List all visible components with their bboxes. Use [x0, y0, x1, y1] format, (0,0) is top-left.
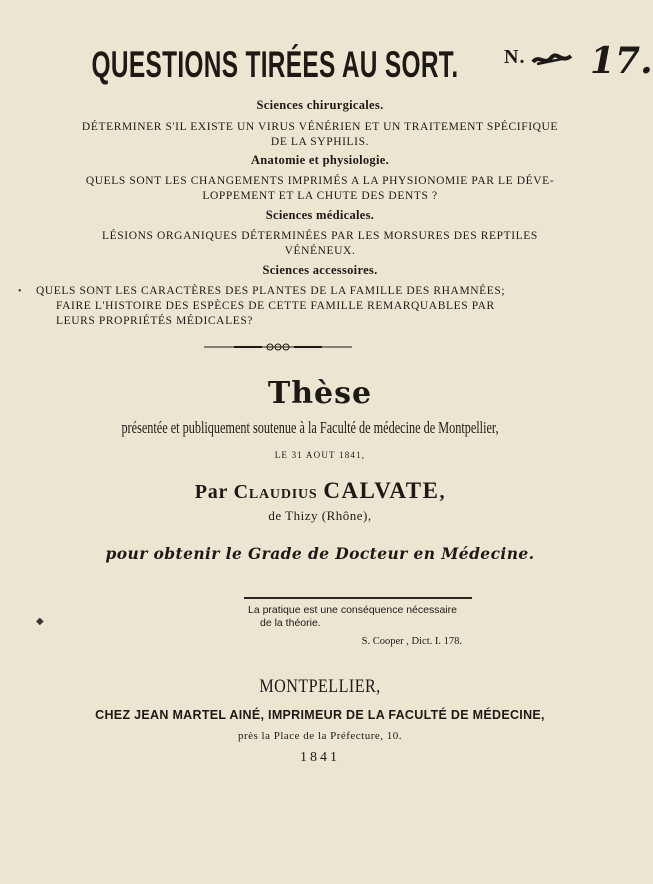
page-title: QUESTIONS TIRÉES AU SORT.: [91, 44, 459, 85]
degree-line: pour obtenir le Grade de Docteur en Médecine.: [105, 544, 535, 563]
section-heading-medical: Sciences médicales.: [265, 208, 375, 222]
question-medical-line-1: LÉSIONS ORGANIQUES DÉTERMINÉES PAR LES MORSURES DES REPTILES: [102, 230, 538, 242]
section-heading-surgical: Sciences chirurgicales.: [256, 98, 384, 112]
ornamental-rule: [204, 343, 352, 351]
question-accessory-line-1: QUELS SONT LES CARACTÈRES DES PLANTES DE LA FAMILLE DES RHAMNÉES;: [36, 285, 506, 297]
imprint-city: MONTPELLIER,: [259, 676, 381, 697]
author-line: [0, 478, 640, 504]
section-heading-accessory: Sciences accessoires.: [262, 263, 378, 277]
epigraph-citation: S. Cooper , Dict. I. 178.: [361, 636, 462, 647]
thesis-number-label: N.: [504, 46, 526, 68]
question-anatomy-line-2: LOPPEMENT ET LA CHUTE DES DENTS ?: [202, 190, 438, 202]
epigraph-line-1: La pratique est une conséquence nécessaire: [248, 604, 457, 616]
imprint-address: près la Place de la Préfecture, 10.: [237, 730, 403, 742]
section-heading-anatomy: Anatomie et physiologie.: [250, 153, 390, 167]
author-origin: de Thizy (Rhône),: [268, 508, 372, 523]
thesis-number-handwritten: 17.: [590, 40, 653, 82]
thesis-date: LE 31 AOUT 1841,: [274, 450, 366, 460]
question-accessory-line-3: LEURS PROPRIÉTÉS MÉDICALES?: [56, 315, 254, 327]
question-medical-line-2: VÉNÉNEUX.: [284, 245, 356, 257]
struck-number-mark: [531, 52, 573, 68]
margin-dot: •: [18, 286, 22, 297]
author-suffix: ,: [439, 481, 446, 503]
epigraph-line-2: de la théorie.: [260, 617, 321, 629]
question-surgical-line-2: DE LA SYPHILIS.: [270, 136, 370, 148]
imprint-printer: CHEZ JEAN MARTEL AINÉ, IMPRIMEUR DE LA FACULTÉ DE MÉDECINE,: [95, 708, 545, 722]
author-first-name: Claudius: [233, 481, 318, 503]
epigraph-rule: [244, 597, 472, 599]
author-prefix: Par: [194, 481, 228, 503]
imprint-year: 1841: [300, 750, 340, 765]
author-last-name: CALVATE: [323, 478, 440, 503]
question-surgical-line-1: DÉTERMINER S'IL EXISTE UN VIRUS VÉNÉRIEN ET UN TRAITEMENT SPÉCIFIQUE: [81, 121, 559, 133]
question-accessory-line-2: FAIRE L'HISTOIRE DES ESPÈCES DE CETTE FAMILLE REMARQUABLES PAR: [56, 300, 495, 312]
thesis-presented-line: présentée et publiquement soutenue à la Faculté de médecine de Montpellier,: [121, 418, 499, 437]
question-anatomy-line-1: QUELS SONT LES CHANGEMENTS IMPRIMÉS A LA PHYSIONOMIE PAR LE DÉVE-: [85, 175, 555, 187]
margin-mark: ◆: [36, 616, 44, 627]
thesis-title: Thèse: [267, 376, 373, 411]
epigraph: [242, 604, 474, 648]
